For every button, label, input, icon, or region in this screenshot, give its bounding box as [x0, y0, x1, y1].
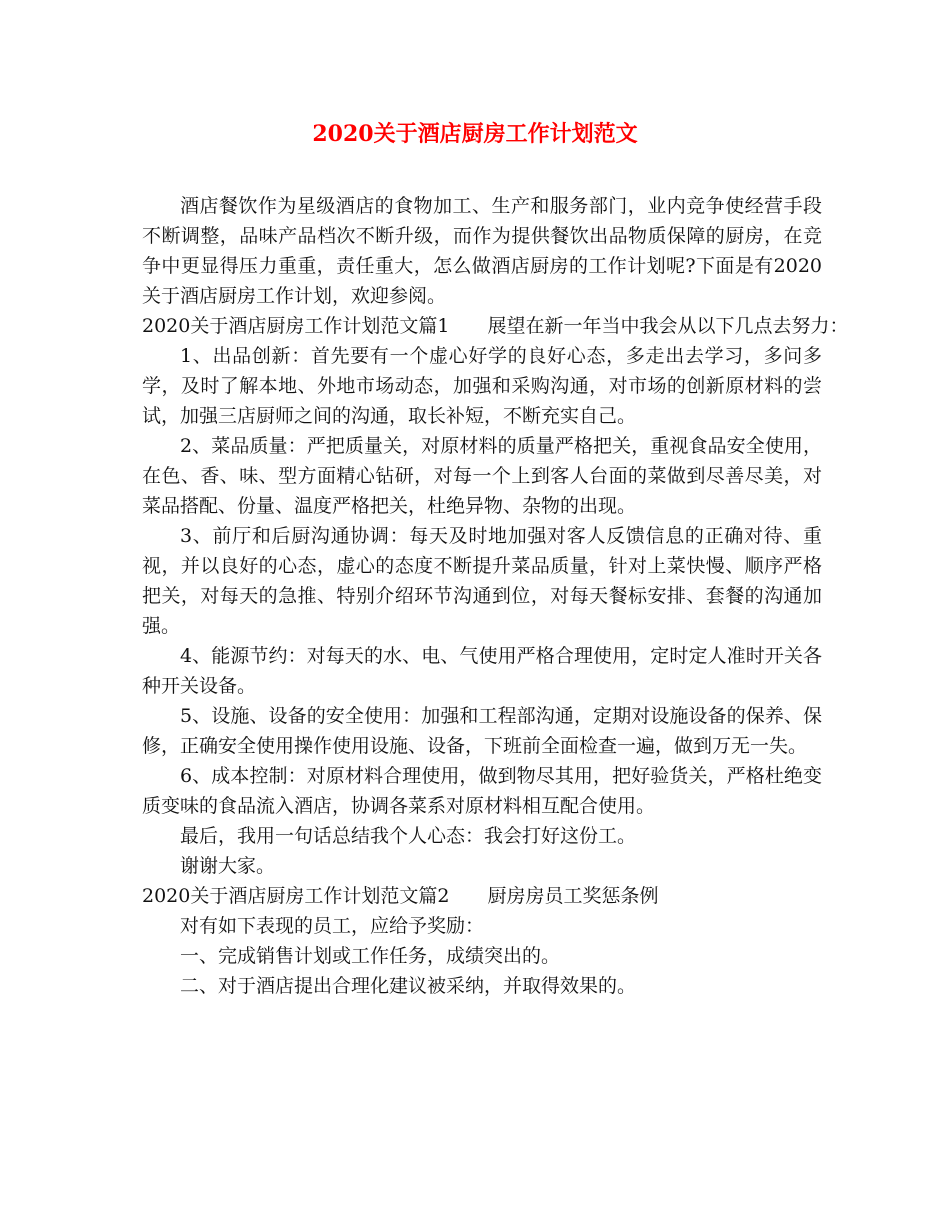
reward-item-2: 二、对于酒店提出合理化建议被采纳，并取得效果的。 [180, 975, 637, 997]
plan-item-6: 6、成本控制：对原材料合理使用，做到物尽其用，把好验货关，严格杜绝变质变味的食品流入酒店，协调各菜系对原材料相互配合使用。 [142, 765, 822, 817]
closing-paragraph: 最后，我用一句话总结我个人心态：我会打好这份工。 [180, 825, 637, 847]
plan-item-3: 3、前厅和后厨沟通协调：每天及时地加强对客人反馈信息的正确对待、重视，并以良好的心态，虚心的态度不断提升菜品质量，针对上菜快慢、顺序严格把关，对每天的急推、特别介绍环节沟通到位，对每天餐标安排、套餐的沟通加强。 [142, 525, 822, 637]
plan-item-4: 4、能源节约：对每天的水、电、气使用严格合理使用，定时定人准时开关各种开关设备。 [142, 645, 822, 697]
reward-item-1: 一、完成销售计划或工作任务，成绩突出的。 [180, 945, 561, 967]
section-1-lead: 展望在新一年当中我会从以下几点去努力： [487, 315, 849, 337]
thanks-paragraph: 谢谢大家。 [180, 855, 276, 877]
document-body [142, 191, 849, 1001]
intro-paragraph: 酒店餐饮作为星级酒店的食物加工、生产和服务部门，业内竞争使经营手段不断调整，品味产品档次不断升级，而作为提供餐饮出品物质保障的厨房，在竞争中更显得压力重重，责任重大，怎么做酒店厨房的工作计划呢?下面是有2020关于酒店厨房工作计划，欢迎参阅。 [142, 195, 822, 307]
plan-item-5: 5、设施、设备的安全使用：加强和工程部沟通，定期对设施设备的保养、保修，正确安全使用操作使用设施、设备，下班前全面检查一遍，做到万无一失。 [142, 705, 822, 757]
section-1-heading-line [142, 311, 849, 341]
plan-item-2: 2、菜品质量：严把质量关，对原材料的质量严格把关，重视食品安全使用，在色、香、味、型方面精心钻研，对每一个上到客人台面的菜做到尽善尽美，对菜品搭配、份量、温度严格把关，杜绝异物、杂物的出现。 [142, 435, 822, 517]
document-title: 2020关于酒店厨房工作计划范文 [312, 121, 638, 147]
reward-intro: 对有如下表现的员工，应给予奖励： [180, 915, 485, 937]
plan-item-1: 1、出品创新：首先要有一个虚心好学的良好心态，多走出去学习，多问多学，及时了解本地、外地市场动态，加强和采购沟通，对市场的创新原材料的尝试，加强三店厨师之间的沟通，取长补短，不断充实自己。 [142, 345, 822, 427]
section-2-heading-line [142, 881, 822, 911]
section-1-heading: 2020关于酒店厨房工作计划范文篇1 [142, 315, 450, 337]
section-2-lead: 厨房房员工奖惩条例 [487, 885, 659, 907]
section-2-heading: 2020关于酒店厨房工作计划范文篇2 [142, 885, 450, 907]
